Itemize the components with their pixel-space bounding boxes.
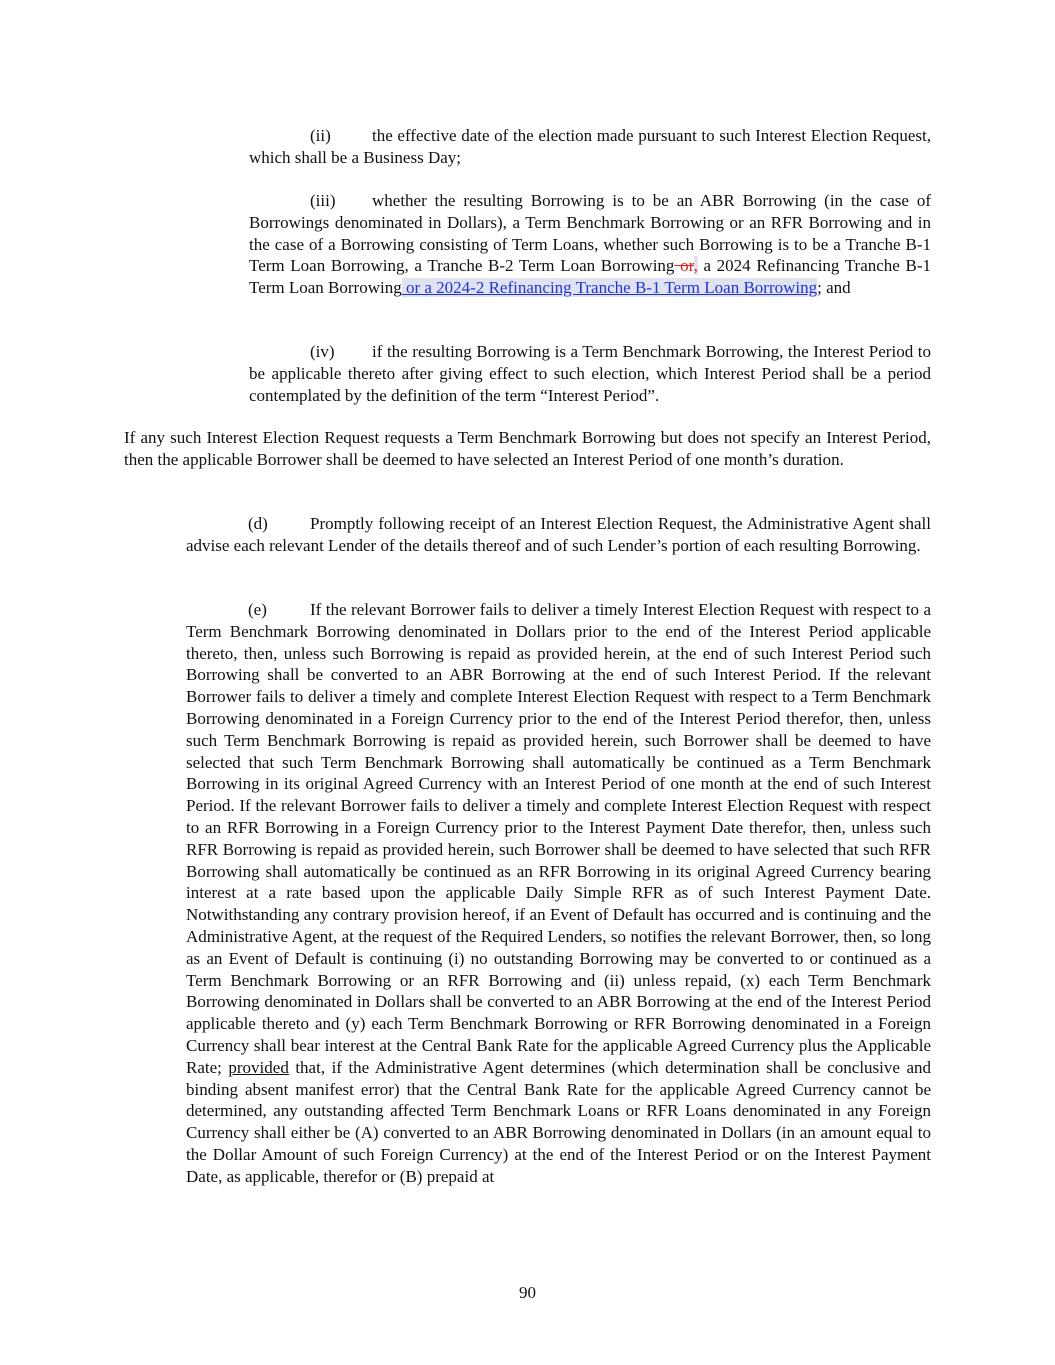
if-any-text: If any such Interest Election Request requests a Term Benchmark Borrowing but does not specify an Interest Period, then the applicable Borrower shall be deemed to have selected an Interest Period of one month’s duration. — [124, 428, 931, 469]
clause-iii-end: ; and — [817, 278, 851, 298]
clause-e-label: (e) — [248, 600, 267, 619]
clause-iii — [249, 190, 931, 299]
provided-term: provided — [228, 1057, 289, 1077]
inserted-comma: , — [693, 256, 698, 276]
page-number: 90 — [519, 1283, 536, 1302]
clause-d-label: (d) — [248, 514, 268, 533]
interest-period-default-paragraph — [124, 427, 931, 471]
clause-d — [186, 513, 931, 557]
clause-ii-label: (ii) — [310, 126, 331, 145]
clause-d-text: Promptly following receipt of an Interest Election Request, the Administrative Agent shall advise each relevant Lender of the details thereof and of such Lender’s portion of each resulting Borrowing. — [186, 514, 931, 555]
clause-iv-label: (iv) — [310, 342, 335, 361]
clause-iv-text: if the resulting Borrowing is a Term Benchmark Borrowing, the Interest Period to be applicable thereto after giving effect to such election, which Interest Period shall be a period contemplated by the definition of the term “Interest Period”. — [249, 342, 931, 405]
clause-ii — [249, 125, 931, 169]
clause-iii-middle: a 2024 Refinancing Tranche B-1 Term Loan Borrowing — [249, 256, 932, 298]
clause-e-end: that, if the Administrative Agent determines (which determination shall be conclusive and binding absent manifest error) that the Central Bank Rate for the applicable Agreed Currency cannot be determined, any outstanding affected Term Benchmark Loans or RFR Loans denominated in any Foreign Currency shall either be (A) converted to an ABR Borrowing denominated in Dollars (in an amount equal to the Dollar Amount of such Foreign Currency) at the end of the Interest Period or on the Interest Payment Date, as applicable, therefor or (B) prepaid at — [186, 1057, 931, 1186]
clause-ii-text: the effective date of the election made pursuant to such Interest Election Request, which shall be a Business Day; — [249, 126, 931, 167]
inserted-text: or a 2024-2 Refinancing Tranche B-1 Term Loan Borrowing — [401, 278, 818, 298]
clause-e-text: If the relevant Borrower fails to deliver a timely Interest Election Request with respect to a Term Benchmark Borrowing denominated in Dollars prior to the end of the Interest Period applicable thereto, then, unless such Borrowing is repaid as provided herein, at the end of such Interest Period such Borrowing shall be converted to an ABR Borrowing at the end of such Interest Period. If the relevant Borrower fails to deliver a timely and complete Interest Election Request with respect to a Term Benchmark Borrowing denominated in a Foreign Currency prior to the end of the Interest Period therefor, then, unless such Term Benchmark Borrowing is repaid as provided herein, such Borrower shall be deemed to have selected that such Term Benchmark Borrowing shall automatically be continued as a Term Benchmark Borrowing in its original Agreed Currency with an Interest Period of one month at the end of such Interest Period. If the relevant Borrower fails to deliver a timely and complete Interest Election Request with respect to an RFR Borrowing in a Foreign Currency prior to the Interest Payment Date therefor, then, unless such RFR Borrowing is repaid as provided herein, such Borrower shall be deemed to have selected that such RFR Borrowing shall automatically be continued as an RFR Borrowing in its original Agreed Currency bearing interest at a rate based upon the applicable Daily Simple RFR as of such Interest Payment Date. Notwithstanding any contrary provision hereof, if an Event of Default has occurred and is continuing and the Administrative Agent, at the request of the Required Lenders, so notifies the relevant Borrower, then, so long as an Event of Default is continuing (i) no outstanding Borrowing may be converted to or continued as a Term Benchmark Borrowing or an RFR Borrowing and (ii) unless repaid, (x) each Term Benchmark Borrowing denominated in Dollars shall be converted to an ABR Borrowing at the end of the Interest Period applicable thereto and (y) each Term Benchmark Borrowing or RFR Borrowing denominated in a Foreign Currency shall bear interest at the Central Bank Rate for the applicable Agreed Currency plus the Applicable Rate; — [186, 600, 931, 1077]
clause-iii-text: whether the resulting Borrowing is to be an ABR Borrowing (in the case of Borrowings denominated in Dollars), a Term Benchmark Borrowing or an RFR Borrowing and in the case of a Borrowing consisting of Term Loans, whether such Borrowing is to be a Tranche B-1 Term Loan Borrowing, a Tranche B-2 Term Loan Borrowing — [249, 191, 931, 276]
clause-e — [186, 599, 931, 1188]
clause-iii-label: (iii) — [310, 191, 336, 210]
clause-iv — [249, 341, 931, 406]
deleted-text: or — [674, 256, 694, 276]
